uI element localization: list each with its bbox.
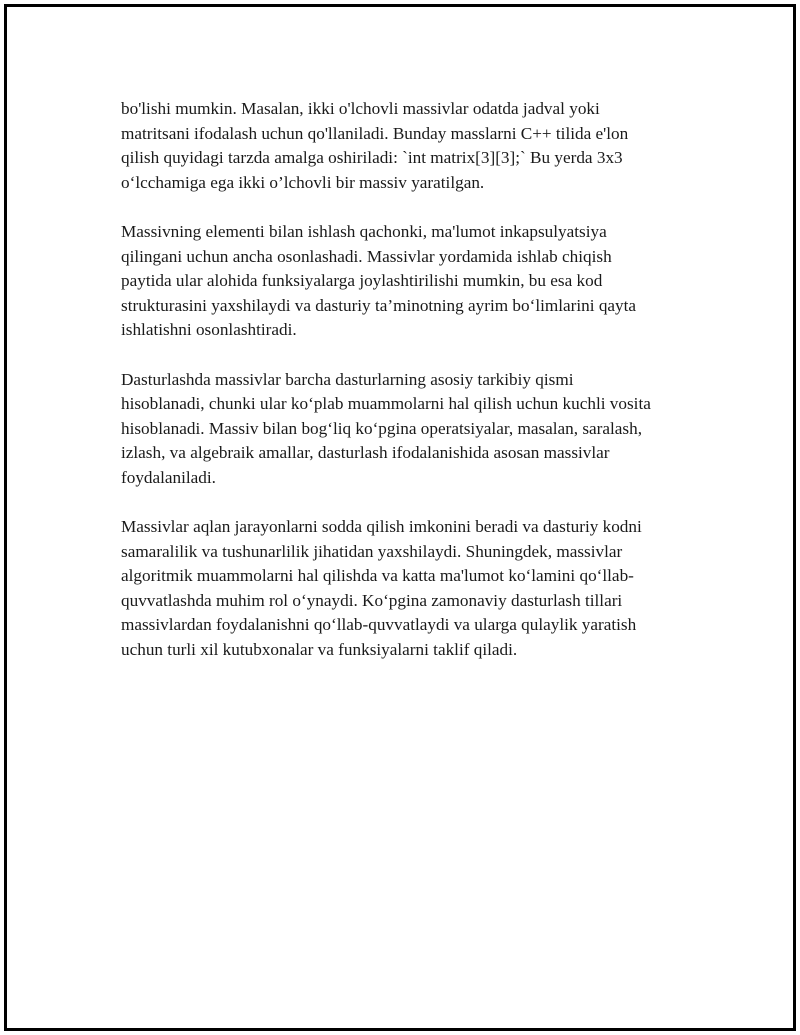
paragraph-line: bo'lishi mumkin. Masalan, ikki o'lchovli massivlar odatda jadval yoki (121, 99, 600, 118)
paragraph-line: hisoblanadi. Massiv bilan bog‘liq ko‘pgina operatsiyalar, masalan, saralash, (121, 418, 643, 438)
paragraph-line: Massivlar aqlan jarayonlarni sodda qilish imkonini beradi va dasturiy kodni (121, 517, 642, 537)
paragraph-line: quvvatlashda muhim rol o‘ynaydi. Ko‘pgina zamonaviy dasturlash tillari (121, 590, 623, 610)
document-page (4, 4, 796, 1031)
paragraph-line: foydalaniladi. (121, 467, 216, 487)
paragraph-line: paytida ular alohida funksiyalarga joylashtirilishi mumkin, bu esa kod (121, 271, 603, 291)
paragraph-line: massivlardan foydalanishni qo‘llab-quvvatlaydi va ularga qulaylik yaratish (121, 615, 637, 635)
paragraph-line: Dasturlashda massivlar barcha dasturlarning asosiy tarkibiy qismi (121, 369, 574, 389)
paragraph-4 (121, 515, 681, 663)
paragraph-line: o‘lcchamiga ega ikki o’lchovli bir massiv yaratilgan. (121, 172, 485, 192)
paragraph-line: Massivning elementi bilan ishlash qachonki, ma'lumot inkapsulyatsiya (121, 221, 607, 241)
document-body (121, 97, 681, 687)
paragraph-line: matritsani ifodalash uchun qo'llaniladi. Bunday masslarni C++ tilida e'lon (121, 123, 629, 143)
paragraph-line: izlash, va algebraik amallar, dasturlash ifodalanishida asosan massivlar (121, 443, 610, 463)
paragraph-line: ishlatishni osonlashtiradi. (121, 320, 297, 340)
paragraph-line: qilish quyidagi tarzda amalga oshiriladi: `int matrix[3][3];` Bu yerda 3x3 (121, 148, 623, 168)
paragraph-1 (121, 97, 681, 195)
paragraph-line: uchun turli xil kutubxonalar va funksiyalarni taklif qiladi. (121, 640, 518, 660)
paragraph-3 (121, 368, 681, 491)
paragraph-line: samaralilik va tushunarlilik jihatidan yaxshilaydi. Shuningdek, massivlar (121, 541, 623, 561)
paragraph-line: strukturasini yaxshilaydi va dasturiy ta’minotning ayrim bo‘limlarini qayta (121, 295, 637, 315)
paragraph-line: qilingani uchun ancha osonlashadi. Massivlar yordamida ishlab chiqish (121, 246, 612, 266)
paragraph-2 (121, 220, 681, 343)
paragraph-line: hisoblanadi, chunki ular ko‘plab muammolarni hal qilish uchun kuchli vosita (121, 394, 651, 414)
paragraph-line: algoritmik muammolarni hal qilishda va katta ma'lumot ko‘lamini qo‘llab- (121, 566, 634, 586)
